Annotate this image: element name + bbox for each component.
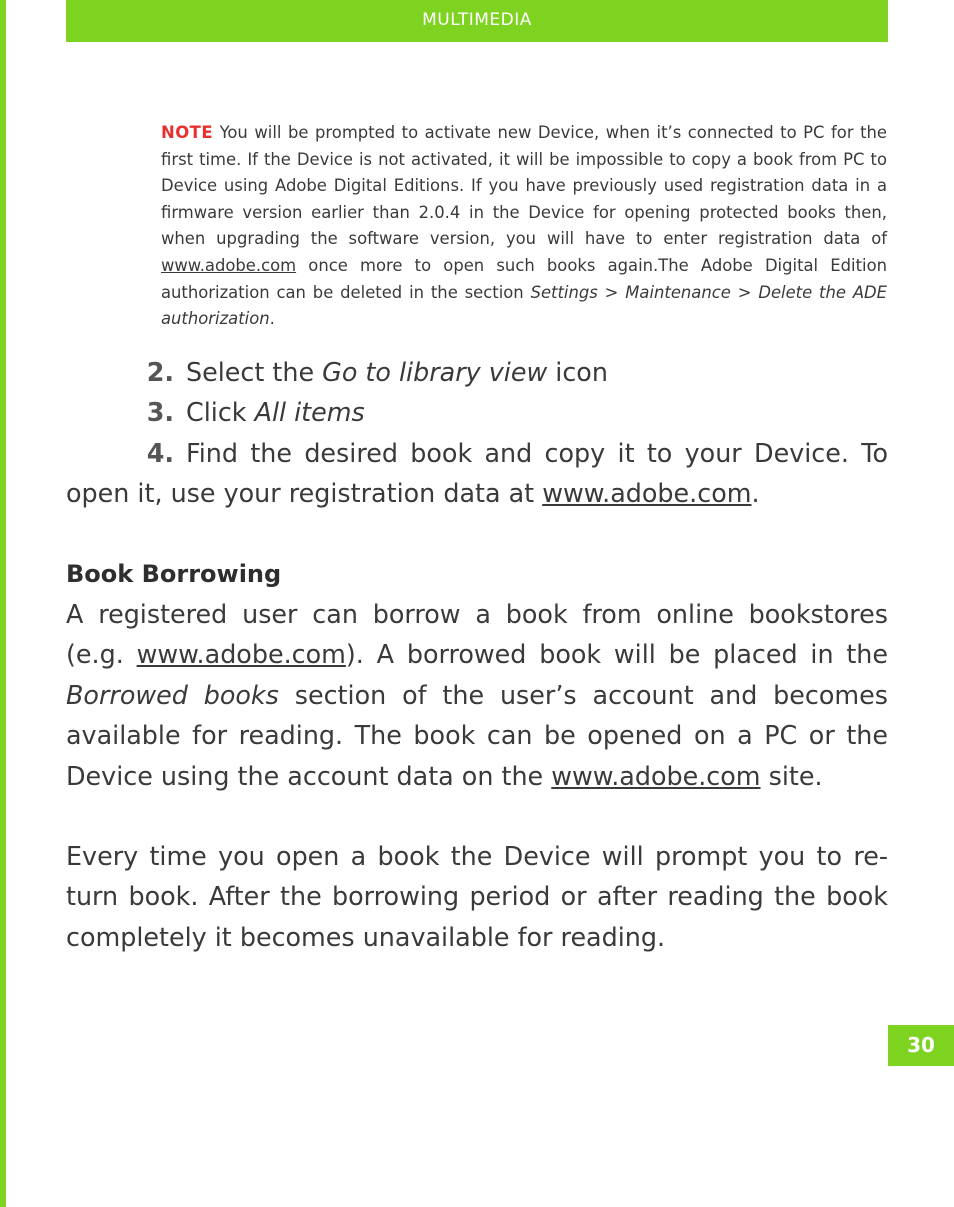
paragraph-text: section of the user’s account and becomes available for reading. The book can be opened on a PC or the Device using the account data on the (66, 679, 888, 791)
spacer (66, 514, 888, 554)
note-end: . (269, 309, 275, 329)
paragraph-text: ). A borrowed book will be placed in the (345, 639, 889, 670)
paragraph-text: site. (760, 760, 823, 791)
section-header (66, 0, 888, 42)
step-text: . (751, 478, 760, 509)
step-text: Find the desired book and copy it to your Device. To open it, use your registration data at (66, 437, 888, 509)
step-4 (66, 433, 888, 514)
section-title: MULTIMEDIA (422, 10, 532, 30)
borrowing-paragraph-1 (66, 594, 888, 796)
step-number: 4. (146, 437, 174, 468)
path-delete-ade: Delete the ADE authorization (161, 282, 888, 329)
note-label: NOTE (161, 123, 214, 142)
path-maintenance: Maintenance (625, 282, 731, 302)
note-text-1: You will be prompted to activate new Device, when it’s connected to PC for the first time. If the Device is not activated, it will be impossible to copy a book from PC to Device using Adobe Digital Editions. If you have previously used registration data in a firmware version earlier than 2.0.4 in the Device for opening protected books then, when upgrading the software version, you will have to enter registration data of (161, 123, 887, 249)
spacer (66, 796, 888, 836)
step-number: 2. (146, 357, 174, 387)
left-accent-rule (0, 0, 6, 1207)
path-separator: > (730, 282, 759, 302)
book-borrowing-heading: Book Borrowing (66, 559, 282, 588)
step-text: icon (547, 357, 608, 387)
path-settings: Settings (530, 282, 598, 302)
borrowing-paragraph-2: Every time you open a book the Device will prompt you to re-turn book. After the borrowing period or after reading the book completely it becomes unavailable for reading. (66, 841, 888, 952)
adobe-link[interactable]: www.adobe.com (551, 760, 761, 791)
step-text: Select the (186, 357, 323, 387)
main-content (66, 352, 888, 957)
note-text-2: once more to open such books again.The Adobe Digital Edition authorization can be deleted in the section (161, 255, 887, 302)
adobe-link[interactable]: www.adobe.com (542, 478, 752, 509)
step-emphasis: All items (254, 397, 365, 428)
borrowed-books-emphasis: Borrowed books (66, 679, 279, 710)
page-number-label: 30 (907, 1033, 935, 1057)
page-number (888, 1025, 954, 1066)
step-emphasis: Go to library view (322, 357, 548, 387)
step-3 (66, 392, 888, 432)
step-number: 3. (146, 397, 174, 428)
adobe-link[interactable]: www.adobe.com (136, 639, 346, 670)
adobe-link[interactable]: www.adobe.com (161, 255, 297, 275)
note-block (161, 120, 887, 333)
step-text: Click (186, 397, 255, 428)
path-separator: > (597, 282, 626, 302)
paragraph-text: A registered user can borrow a book from online bookstores (e.g. (66, 599, 888, 670)
step-2 (66, 352, 888, 392)
